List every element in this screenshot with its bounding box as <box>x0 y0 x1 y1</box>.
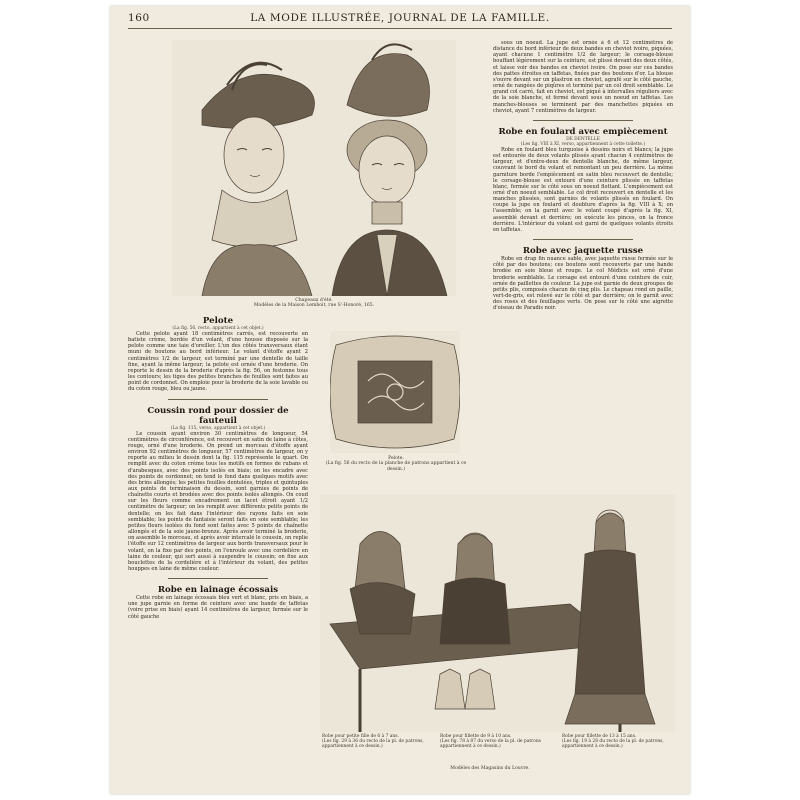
pelote-body: Cette pelote ayant 18 centimètres carrés, est recouverte en batiste crème, bordée d'un volant, d'une housse disposée sur la pelote comme une taie d'oreiller. L'un des côtés transversaux étant muni de boutons au bord inférieur. Le volant d'étoffe ayant 2 centimètres 1/2 de largeur, est terminé par une dentelle de taille fine, ayant la même largeur; la pelote est ornée d'une broderie. On reporte le dessin de la broderie d'après la fig. 56, on festonne tous les contours; les tiges des petites branches de feuilles sont faites au point de cordonnet. On emploie pour la broderie de la soie lavable ou du coton rouge, bleu ou jaune. <box>128 331 308 393</box>
girls-caption-3 <box>562 734 677 749</box>
girls-caption-2 <box>440 734 555 749</box>
foulard-body: Robe en foulard bleu turquoise à dessins noirs et blancs; la jupe est entourée de deux volants plissés ayant chacun 4 centimètres de largeur, et d'entre-deux de dentelle blanche, de même largeur, couvrant le bord du volant et remontant un peu derrière. La même garniture borde l'empiècement en satin bleu recouvert de dentelle; le corsage-blouse est entouré d'une ceinture plissée en taffetas blanc, fermée sur le côté sous un noeud flottant. L'empiècement est orné d'un noeud semblable. Le col droit recouvert en dentelle et les manches plissées, sont garnies de volants plissés en foulard. On coupe la jupe en foulard et doublure d'après la fig. VIII à X; on l'assemble; on la garnit avec le volant coupé d'après la fig. XI, assemblé devant et derrière; on exécute les pinces, on la fronce derrière. L'intérieur du volant est garni de quelques volants étroits en taffetas. <box>493 146 673 233</box>
foulard-sub1: DE DENTELLE <box>566 136 600 142</box>
pelote-caption-title: Pelote. <box>388 456 404 461</box>
girls-caption-1-note: (Les fig. 29 à 36 du recto de la pl. de patrons, appartiennent à ce dessin.) <box>322 739 424 749</box>
left-column <box>128 316 308 794</box>
section-divider <box>168 399 268 400</box>
lainage-body: Cette robe en lainage écossais bleu vert et blanc, pris en biais, a une jupe garnie en forme de ceinture avec une bande de taffetas (voire prise en biais) ayant 14 centimètres de largeur, fermée sur le côté gauche <box>128 595 308 620</box>
pelote-caption-credit: (La fig. 56 du recto de la planche de patrons appartient à ce dessin.) <box>325 461 467 472</box>
section-divider <box>533 120 633 121</box>
pelote-heading: Pelote <box>202 316 234 326</box>
right-column <box>493 40 673 490</box>
hats-caption-title: Chapeaux d'été. <box>295 298 333 303</box>
foulard-sub2: (Les fig. VIII à XI, verso, appartiennent à cette toilette.) <box>520 141 646 147</box>
pelote-caption <box>318 456 474 472</box>
girls-credit: Modèles des Magasins du Louvre. <box>450 766 530 771</box>
hats-caption-credit: Modèles de la Maison Lemboit, rue S'-Honoré, 165. <box>253 303 375 309</box>
girls-caption-3-title: Robe pour fillette de 13 à 15 ans. <box>562 734 637 739</box>
hats-illustration <box>172 40 456 296</box>
page-header <box>128 12 672 26</box>
coussin-sub: (La fig. 115, verso, appartient à cet objet.) <box>170 425 266 431</box>
pelote-sub: (La fig. 56, recto, appartient à cet objet.) <box>172 326 264 331</box>
girls-caption-1-title: Robe pour petite fille de 6 à 7 ans. <box>322 734 399 739</box>
pelote-engraving <box>330 331 460 453</box>
section-divider <box>533 239 633 240</box>
jaquette-body: Robe en drap fin nuance sable, avec jaquette russe fermée sur le côté par des boutons; ces boutons sont recouverts par une bande brodée en soie bleue et rouge. Le col Médicis est orné d'une broderie semblable. Le corsage est entouré d'une ceinture de cuir, ornée de paillettes de couleur. La jupe est garnie de deux groupes de petits plis, composés chacun de cinq plis. Le chapeau rond en paille, vert-de-gris, est relevé sur le côté et par derrière; on le garnit avec des roses et des feuillages verts. On pose sur le côté une aigrette d'oiseau de Paradis noir. <box>493 256 673 312</box>
foulard-heading: Robe en foulard avec empiècement <box>498 126 668 137</box>
header-rule <box>128 28 672 29</box>
continuation-body: sous un noeud. La jupe est ornée à 6 et 12 centimètres de distance du bord inférieur de deux bandes en cheviot ivoire, piquées, ayant chacune 1 centimètre 1/2 de largeur; le corsage-blouse bouffant légèrement sur la ceinture, est plissé devant des deux côtés, et laisse voir des bandes en cheviot ivoire. On pose sur ces bandes des pattes étroites en taffetas, fixées par des boutons d'or. La blouse s'ouvre devant sur un plastron en cheviot, agrafé sur le côté gauche, orné de rangées de piqûres et terminé par un col droit semblable. Le grand col carré, fait en cheviot, est piqué à intervalles réguliers avec de la soie blanche, et fermé devant sous un noeud en taffetas. Les manches-blouses se terminent par des manchettes piquées en cheviot, ayant 7 centimètres de largeur. <box>493 40 673 114</box>
girls-illustration <box>320 494 675 732</box>
coussin-heading: Coussin rond pour dossier de fauteuil <box>147 405 289 426</box>
hats-caption <box>172 298 456 309</box>
lainage-heading: Robe en lainage écossais <box>157 585 279 596</box>
girls-caption-3-note: (Les fig. 19 à 28 du recto de la pl. de patrons, appartiennent à ce dessin.) <box>562 739 664 749</box>
girls-caption-2-title: Robe pour fillette de 9 à 10 ans. <box>440 734 512 739</box>
girls-caption-1 <box>322 734 432 749</box>
journal-title: LA MODE ILLUSTRÉE, JOURNAL DE LA FAMILLE. <box>250 12 550 24</box>
section-divider <box>168 578 268 579</box>
girls-caption-2-note: (Les fig. 78 à 87 du verso de la pl. de patrons appartiennent à ce dessin.) <box>440 739 541 749</box>
jaquette-heading: Robe avec jaquette russe <box>522 246 644 257</box>
girls-engraving <box>320 494 675 732</box>
page-number: 160 <box>128 12 150 24</box>
pelote-illustration <box>330 331 460 453</box>
magazine-page <box>110 6 690 794</box>
coussin-body: Le coussin ayant environ 30 centimètres de longueur, 54 centimètres de circonférence, est recouvert en satin de laine à côtes, rouge, orné d'une broderie. On prend un morceau d'étoffe ayant environ 92 centimètres de longueur, 57 centimètres de largeur, on y reporte au milieu le dessin dont la fig. 115 représente le quart. On remplit avec du coton crème tous les motifs en formes de rubans et d'arabesques, avec des points isolés en biais; on les encadre avec des points de cordonnet; on tend le fond dans quelques motifs avec des brins allongés; les petites feuilles dentelées, triples et quintuples aux points de terminaison du dessin, sont garnies de points de chaînette courts et brodées avec des points isolés allongés. On coud sur les fleurs comme encadrement un lacet étroit ayant 1/2 centimètre de largeur; on les remplit avec différents petits points de dentelle; on les fait dans l'intérieur des rayons faits en soie semblable; les points de fantaisie seront faits en soie semblable; les petites fleurs isolées du fond sont faites avec 5 points de chaînette allongés et de la soie jaune-bronze. Après avoir terminé la broderie, on assemble le morceau, et après avoir intercalé le coussin, on replie l'étoffe sur 12 centimètres de largeur aux bords transversaux pour le volant, on la fixe par des points, on l'enroule avec une cordelière en laine de couleur, qui sert aussi à suspendre le coussin; on fixe aux bouclettes de la cordelière et à l'intérieur du volant, des petites houppes en laine de même couleur. <box>128 430 308 572</box>
hats-engraving <box>172 40 456 296</box>
